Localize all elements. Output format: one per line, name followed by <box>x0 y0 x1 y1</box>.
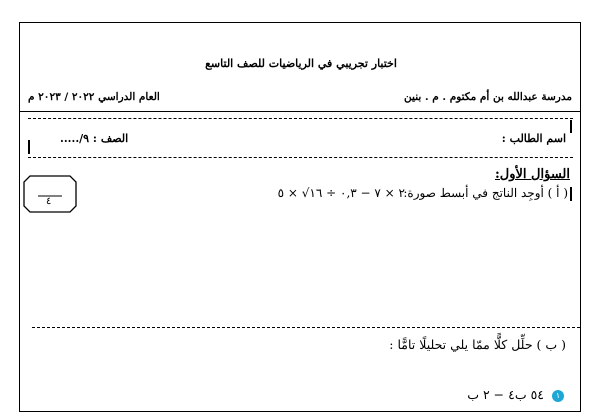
question-part-a: ( أ ) أوجِد الناتج في أبسط صورة: <box>403 186 568 200</box>
item-number-badge: ١ <box>552 390 564 402</box>
header-divider <box>20 111 580 112</box>
academic-year: العام الدراسي ٢٠٢٢ / ٢٠٢٣ م <box>28 91 160 103</box>
student-name-label: اسم الطالب : <box>501 132 566 145</box>
factor-item-text: ٥٤ ب٤ − ٢ ب <box>467 387 544 402</box>
school-name: مدرسة عبدالله بن أم مكتوم . م . بنين <box>404 91 572 103</box>
score-box-frame <box>22 174 78 214</box>
section-divider <box>32 327 580 328</box>
exam-title: اختبار تجريبي في الرياضيات للصف التاسع <box>205 57 397 70</box>
score-total: ٤ <box>46 196 52 207</box>
factor-item-1 <box>467 387 564 402</box>
question-part-b: ( ب ) حلِّل كلًّا ممّا يلي تحليلًا تامًّا : <box>389 337 566 352</box>
exam-page <box>19 22 581 412</box>
score-box <box>22 174 78 218</box>
class-label: الصف : ٩/..... <box>60 132 129 145</box>
student-box-right-bar <box>570 120 572 133</box>
math-expression: ٢ × ٧ − ٠,٣ ÷ ١٦√ × ٥ <box>277 186 405 200</box>
question-heading: السؤال الأول: <box>494 167 570 182</box>
question-right-bar <box>570 187 572 201</box>
student-box-left-bar <box>28 140 30 154</box>
